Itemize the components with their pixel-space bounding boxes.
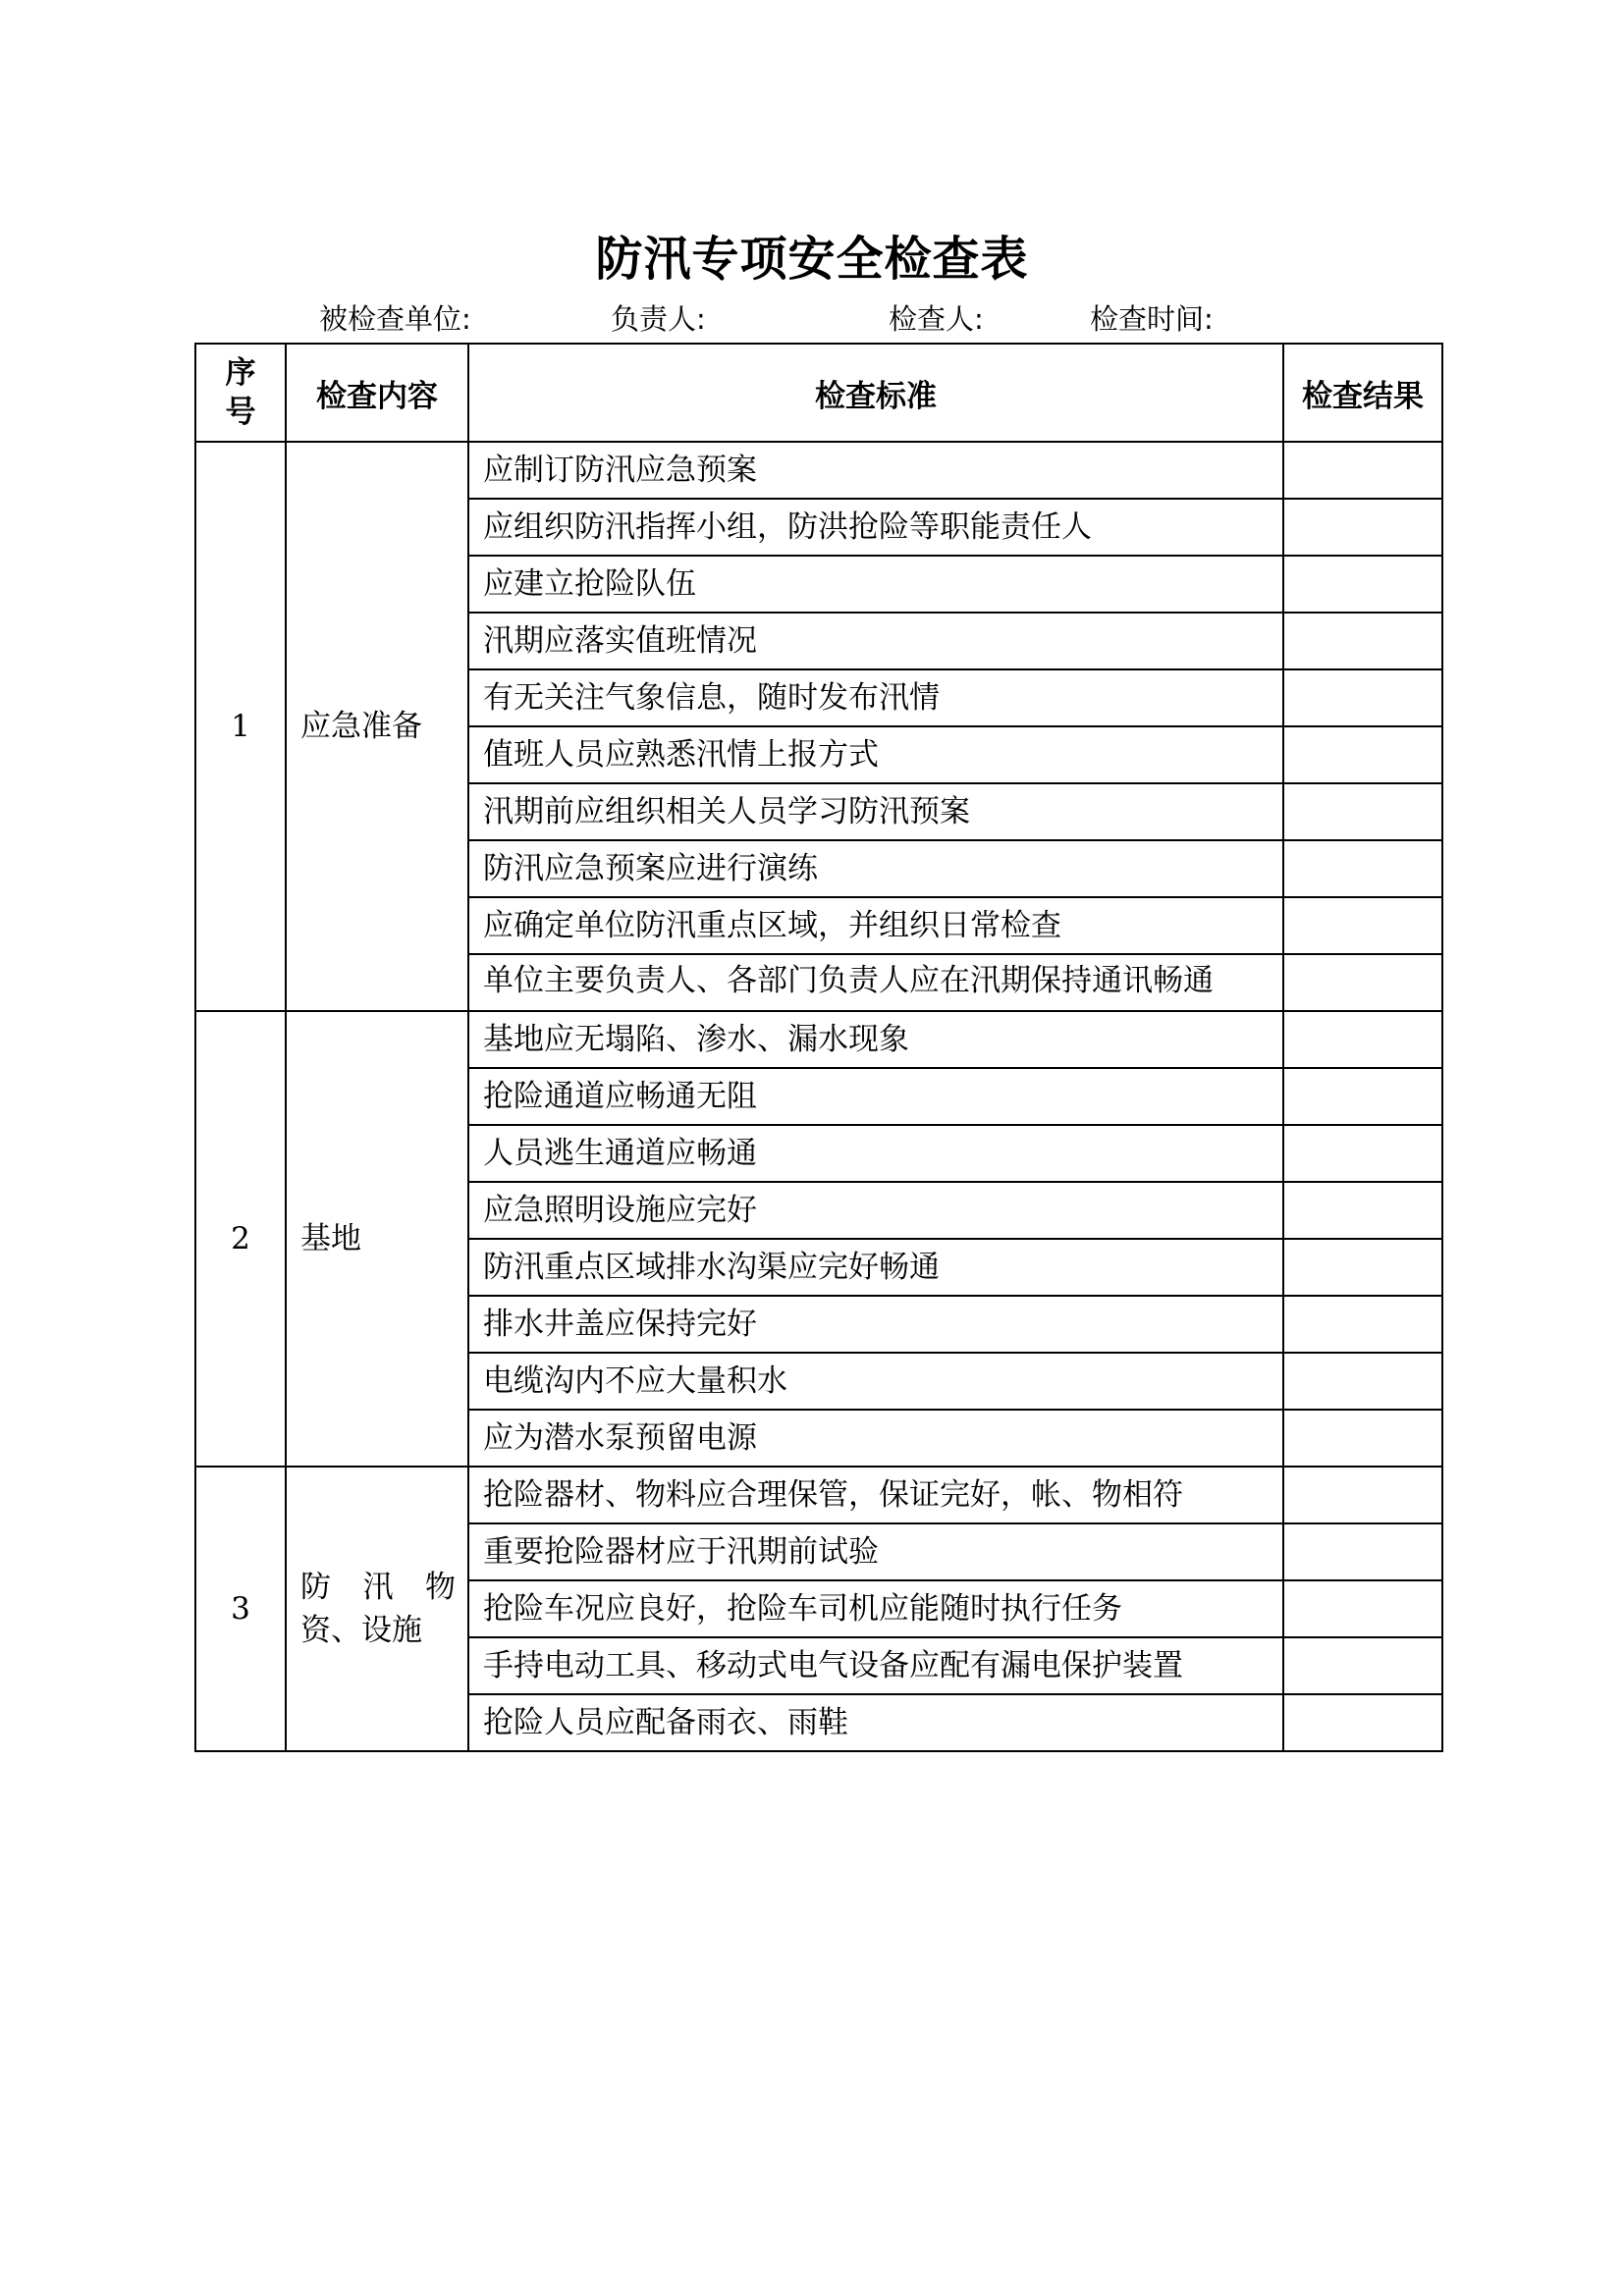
standard-item: 汛期应落实值班情况 <box>468 613 1283 669</box>
standard-item: 应组织防汛指挥小组，防洪抢险等职能责任人 <box>468 499 1283 556</box>
result-cell[interactable] <box>1283 1467 1442 1523</box>
result-cell[interactable] <box>1283 1523 1442 1580</box>
result-cell[interactable] <box>1283 1580 1442 1637</box>
standard-item-text: 单位主要负责人、各部门负责人应在汛期保持通讯畅通 <box>483 963 1214 998</box>
standard-item: 重要抢险器材应于汛期前试验 <box>468 1523 1283 1580</box>
result-cell[interactable] <box>1283 1694 1442 1751</box>
table-row <box>195 1467 1442 1523</box>
standard-item: 应建立抢险队伍 <box>468 556 1283 613</box>
result-cell[interactable] <box>1283 1637 1442 1694</box>
inspection-table <box>194 343 1443 1752</box>
header-seq-line1: 序 <box>225 355 256 391</box>
result-cell[interactable] <box>1283 1239 1442 1296</box>
result-cell[interactable] <box>1283 726 1442 783</box>
result-cell[interactable] <box>1283 669 1442 726</box>
header-result: 检查结果 <box>1283 344 1442 442</box>
standard-item: 值班人员应熟悉汛情上报方式 <box>468 726 1283 783</box>
section-seq: 3 <box>195 1467 286 1751</box>
result-cell[interactable] <box>1283 783 1442 840</box>
standard-item: 应急照明设施应完好 <box>468 1182 1283 1239</box>
header-content: 检查内容 <box>286 344 468 442</box>
result-cell[interactable] <box>1283 1125 1442 1182</box>
responsible-person-label: 负责人: <box>611 302 706 336</box>
header-seq <box>195 344 286 442</box>
standard-item-clipped <box>468 954 1283 1011</box>
standard-item: 电缆沟内不应大量积水 <box>468 1353 1283 1410</box>
section-seq: 2 <box>195 1011 286 1467</box>
result-cell[interactable] <box>1283 1353 1442 1410</box>
standard-item: 应确定单位防汛重点区域，并组织日常检查 <box>468 897 1283 954</box>
result-cell[interactable] <box>1283 1410 1442 1467</box>
standard-item: 手持电动工具、移动式电气设备应配有漏电保护装置 <box>468 1637 1283 1694</box>
result-cell[interactable] <box>1283 613 1442 669</box>
standard-item: 排水井盖应保持完好 <box>468 1296 1283 1353</box>
standard-item: 人员逃生通道应畅通 <box>468 1125 1283 1182</box>
result-cell[interactable] <box>1283 556 1442 613</box>
section-seq: 1 <box>195 442 286 1011</box>
standard-item: 应制订防汛应急预案 <box>468 442 1283 499</box>
standard-item: 应为潜水泵预留电源 <box>468 1410 1283 1467</box>
result-cell[interactable] <box>1283 897 1442 954</box>
result-cell[interactable] <box>1283 499 1442 556</box>
table-row <box>195 1011 1442 1068</box>
inspected-unit-label: 被检查单位: <box>319 302 471 336</box>
standard-item: 抢险人员应配备雨衣、雨鞋 <box>468 1694 1283 1751</box>
result-cell[interactable] <box>1283 1068 1442 1125</box>
standard-item: 抢险通道应畅通无阻 <box>468 1068 1283 1125</box>
page-title: 防汛专项安全检查表 <box>595 232 1029 287</box>
inspection-time-label: 检查时间: <box>1090 302 1214 336</box>
standard-item: 基地应无塌陷、渗水、漏水现象 <box>468 1011 1283 1068</box>
result-cell[interactable] <box>1283 1011 1442 1068</box>
result-cell[interactable] <box>1283 954 1442 1011</box>
section-category: 应急准备 <box>286 442 468 1011</box>
standard-item: 防汛应急预案应进行演练 <box>468 840 1283 897</box>
inspector-label: 检查人: <box>889 302 984 336</box>
result-cell[interactable] <box>1283 1296 1442 1353</box>
table-header-row <box>195 344 1442 442</box>
standard-item: 防汛重点区域排水沟渠应完好畅通 <box>468 1239 1283 1296</box>
standard-item: 抢险器材、物料应合理保管，保证完好，帐、物相符 <box>468 1467 1283 1523</box>
standard-item: 抢险车况应良好，抢险车司机应能随时执行任务 <box>468 1580 1283 1637</box>
header-standard: 检查标准 <box>468 344 1283 442</box>
result-cell[interactable] <box>1283 442 1442 499</box>
table-row <box>195 442 1442 499</box>
section-category: 防 汛 物 资、设施 <box>286 1467 468 1751</box>
result-cell[interactable] <box>1283 1182 1442 1239</box>
standard-item: 汛期前应组织相关人员学习防汛预案 <box>468 783 1283 840</box>
standard-item: 有无关注气象信息，随时发布汛情 <box>468 669 1283 726</box>
section-category: 基地 <box>286 1011 468 1467</box>
result-cell[interactable] <box>1283 840 1442 897</box>
header-seq-line2: 号 <box>225 395 256 430</box>
